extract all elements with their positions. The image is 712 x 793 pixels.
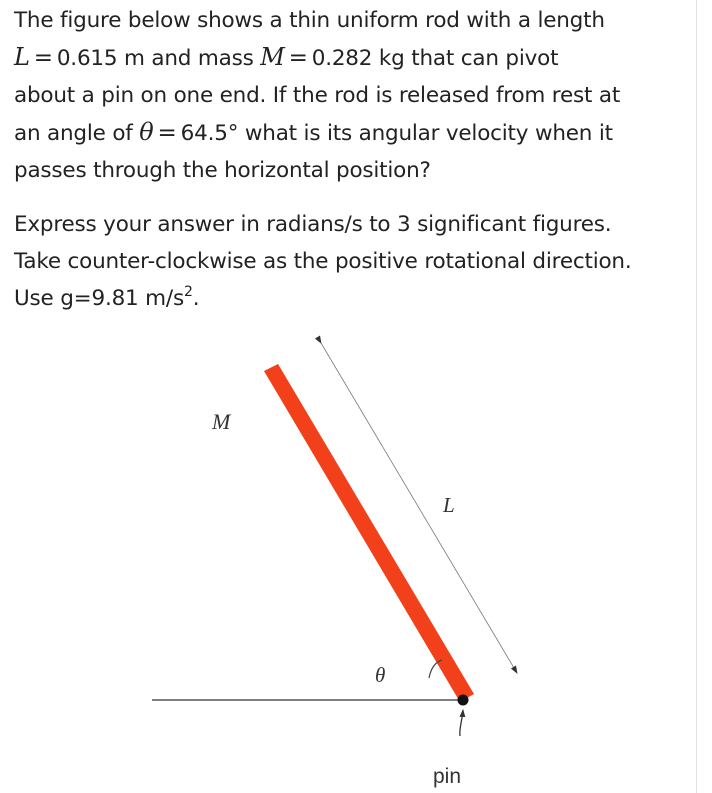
statement-line-1: The figure below shows a thin uniform rod with a length <box>14 8 605 33</box>
length-value: 0.615 m <box>56 46 145 71</box>
instructions <box>14 206 690 317</box>
mass-label: M <box>212 409 231 434</box>
mass-value: 0.282 kg <box>311 46 405 71</box>
problem-statement <box>14 2 690 189</box>
length-symbol: L <box>14 43 30 71</box>
gravity-exponent: 2 <box>183 284 193 300</box>
statement-line-4-tail: what is its angular velocity when it <box>244 121 613 146</box>
question-text <box>14 2 690 317</box>
statement-line-3: about a pin on one end. If the rod is released from rest at <box>14 83 621 108</box>
equals-sign: = <box>288 45 308 71</box>
theta-symbol: θ <box>139 118 154 146</box>
pin <box>458 695 469 706</box>
gravity-period: . <box>192 286 200 311</box>
equals-sign: = <box>157 120 177 146</box>
pin-pointer <box>460 710 463 736</box>
statement-line-2-tail: that can pivot <box>411 46 559 71</box>
equals-sign: = <box>33 45 53 71</box>
statement-line-4-start: an angle of <box>14 121 133 146</box>
statement-line-5: passes through the horizontal position? <box>14 158 431 183</box>
length-label: L <box>443 493 455 517</box>
instruction-direction: Take counter-clockwise as the positive rotational direction. <box>14 249 632 274</box>
instruction-sig-figs: Express your answer in radians/s to 3 significant figures. <box>14 212 612 237</box>
rod <box>264 364 474 702</box>
angle-label: θ <box>375 663 386 687</box>
mass-symbol: M <box>260 43 285 71</box>
angle-value: 64.5° <box>180 121 239 146</box>
mass-text: and mass <box>151 46 254 71</box>
gravity-value: g=9.81 m/s <box>60 286 184 311</box>
pin-label: pin <box>433 765 462 788</box>
rod-figure <box>0 330 712 793</box>
instruction-gravity-prefix: Use <box>14 286 61 311</box>
